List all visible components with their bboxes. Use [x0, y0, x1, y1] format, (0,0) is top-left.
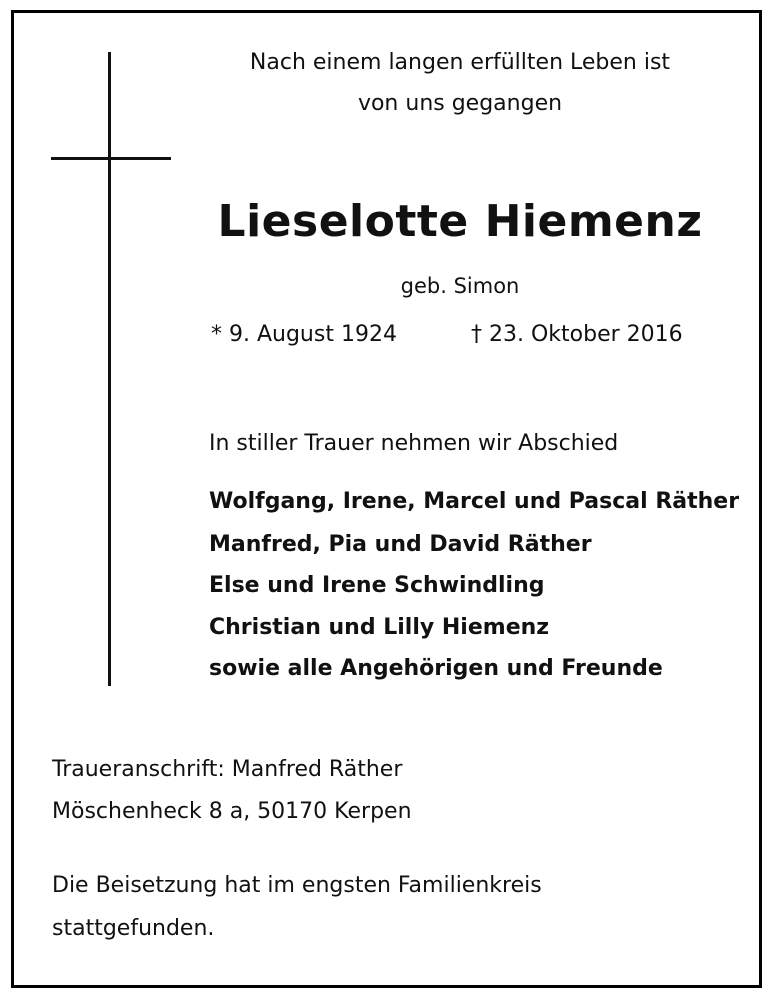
- death-date: † 23. Oktober 2016: [471, 322, 683, 347]
- burial-note-line-1: Die Beisetzung hat im engsten Familienkreis: [52, 873, 542, 898]
- mourner-line: Wolfgang, Irene, Marcel und Pascal Räther: [209, 489, 740, 514]
- birth-name: geb. Simon: [400, 274, 520, 298]
- mourning-line: In stiller Trauer nehmen wir Abschied: [209, 431, 619, 456]
- burial-note-line-2: stattgefunden.: [52, 916, 215, 941]
- mourner-line: Christian und Lilly Hiemenz: [209, 615, 550, 640]
- intro-line-2: von uns gegangen: [357, 91, 563, 116]
- mourner-line: Manfred, Pia und David Räther: [209, 532, 592, 557]
- mourning-address-line-2: Möschenheck 8 a, 50170 Kerpen: [52, 799, 412, 824]
- mourner-line: sowie alle Angehörigen und Freunde: [209, 656, 663, 681]
- mourning-address-line-1: Traueranschrift: Manfred Räther: [52, 757, 403, 782]
- mourner-line: Else und Irene Schwindling: [209, 573, 545, 598]
- deceased-name: Lieselotte Hiemenz: [217, 196, 703, 247]
- cross-icon-horizontal-bar: [51, 157, 171, 160]
- birth-date: * 9. August 1924: [211, 322, 397, 347]
- intro-line-1: Nach einem langen erfüllten Leben ist: [249, 50, 671, 75]
- cross-icon-vertical-bar: [108, 52, 111, 686]
